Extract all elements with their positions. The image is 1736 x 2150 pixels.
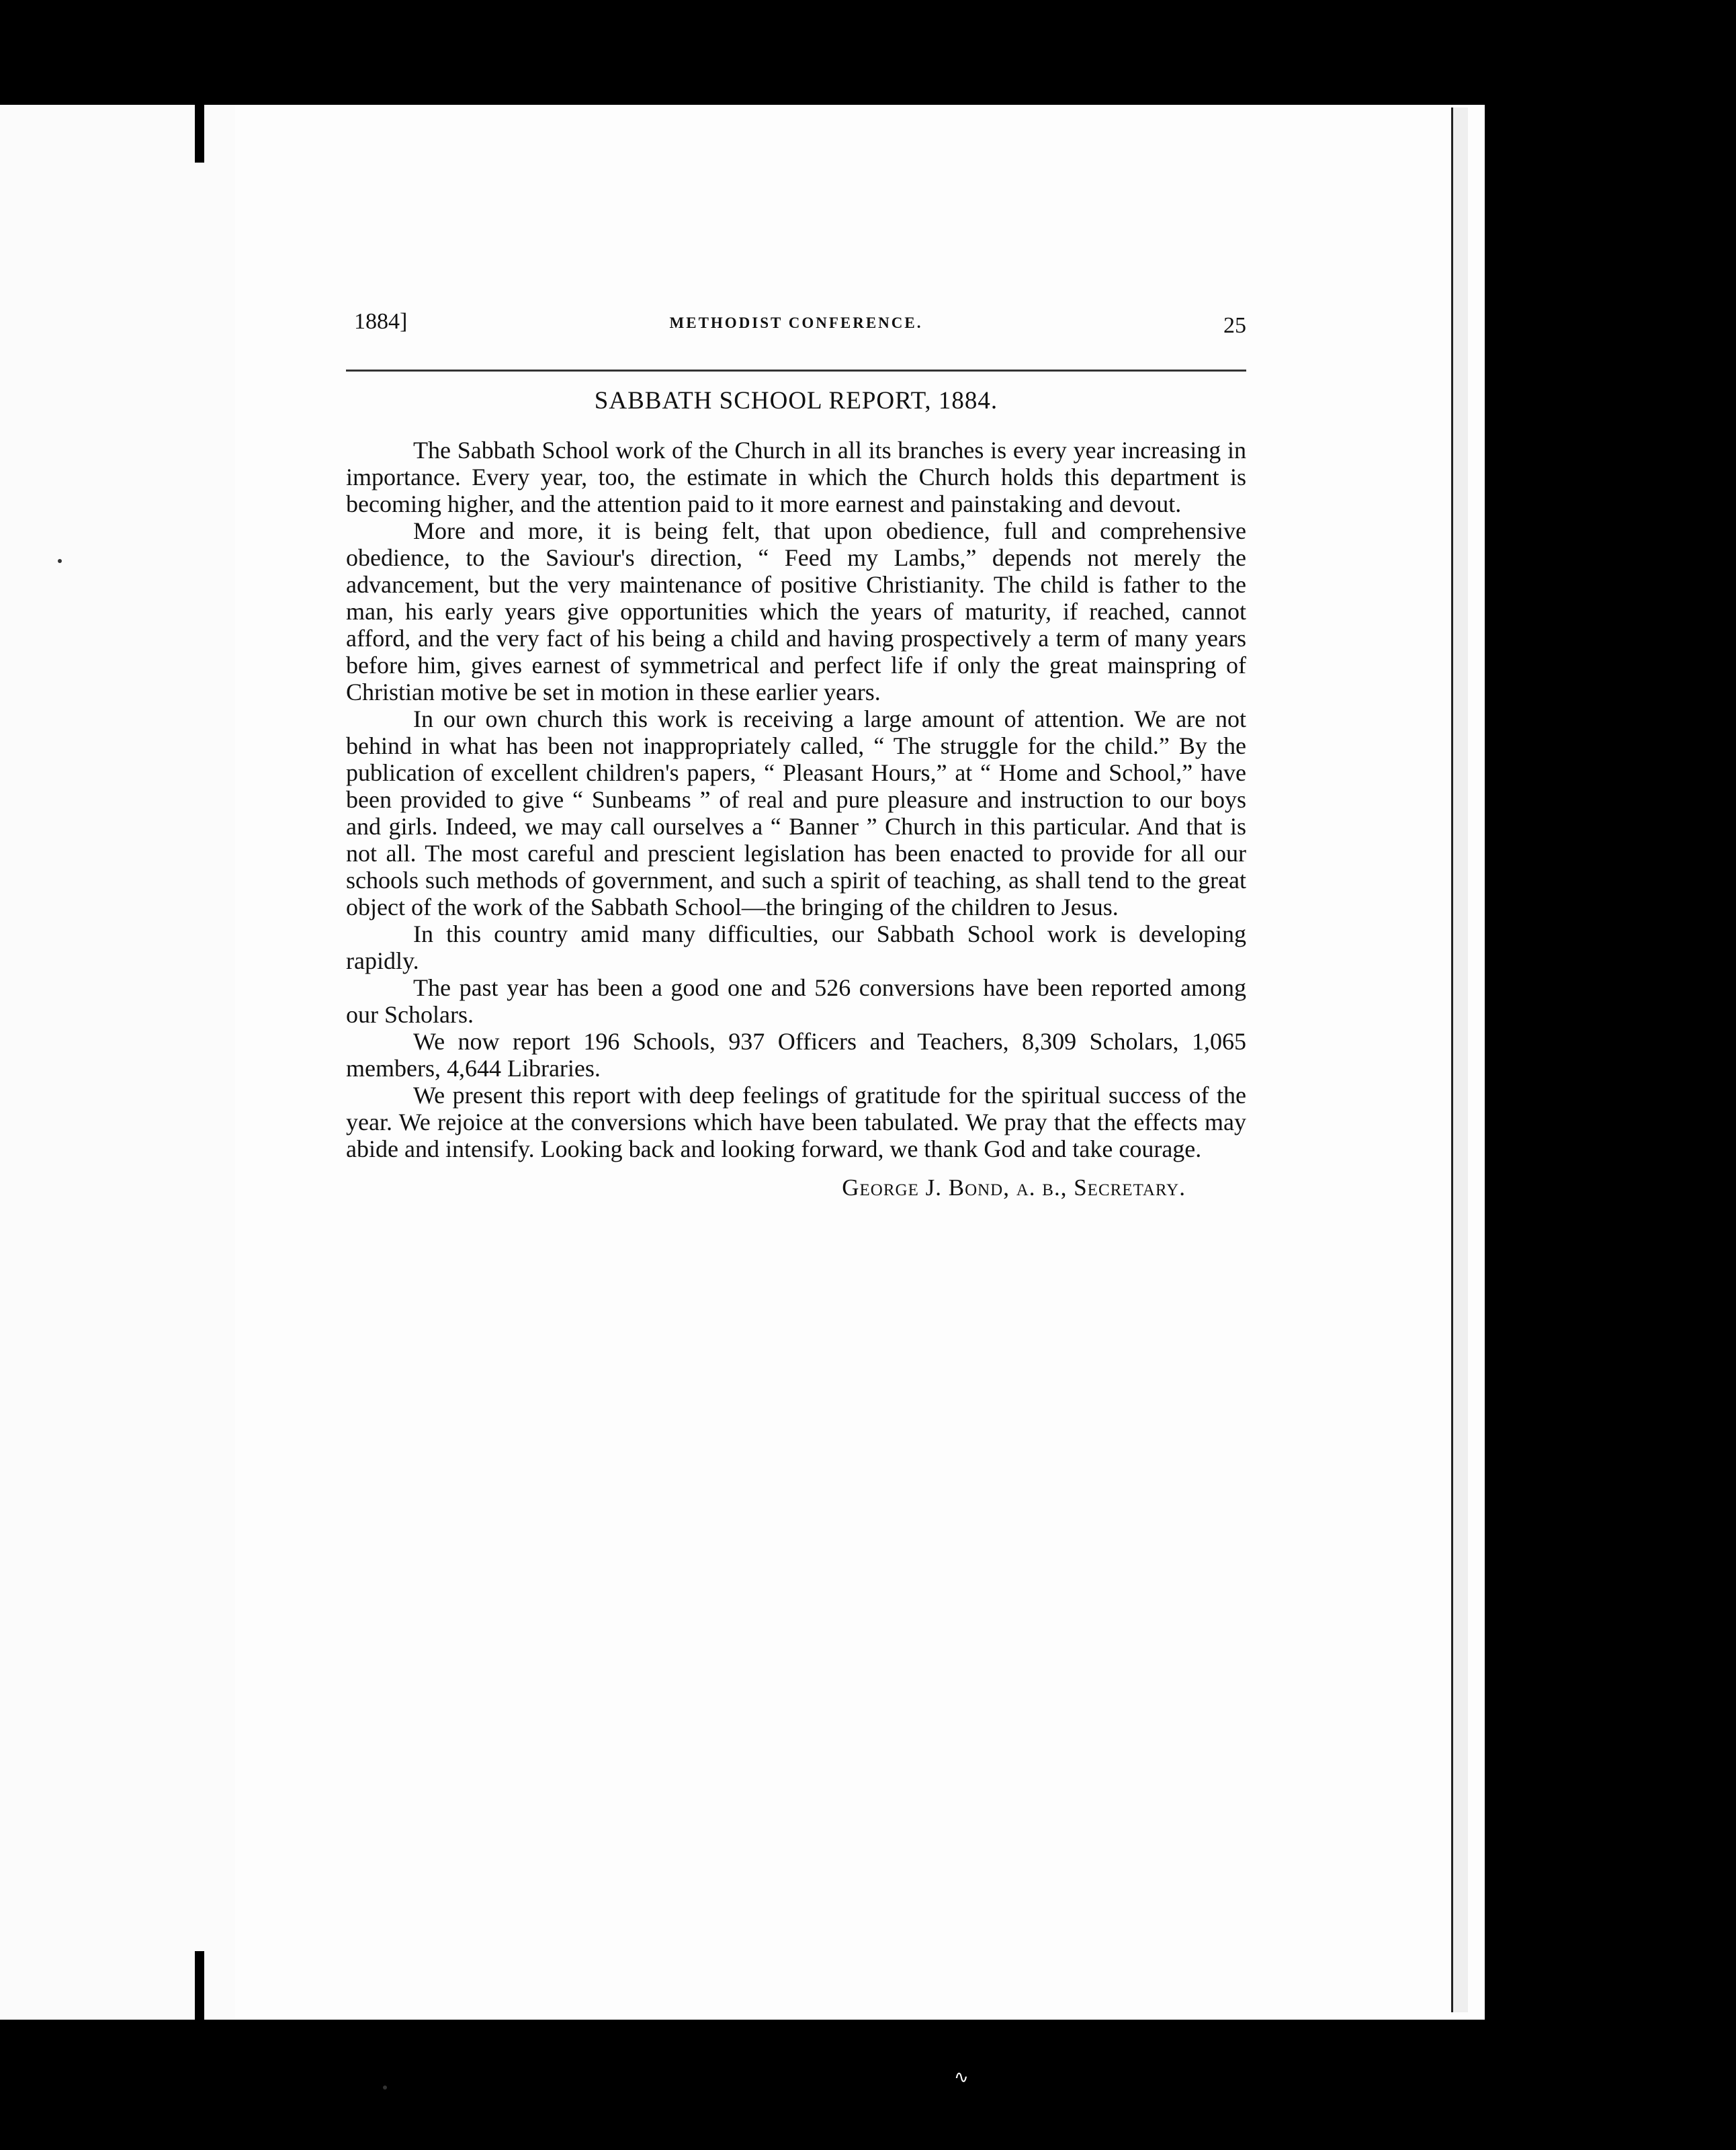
page-content [346,309,1246,1201]
page-edge [1451,108,1468,2012]
report-paragraph: We present this report with deep feelings of gratitude for the spiritual success of the year. We rejoice at the conversions which have been tabulated. We pray that the effects may abide and intensify. Looking back and looking forward, we thank God and take courage. [346,1082,1246,1162]
header-year: 1884] [354,309,408,334]
speck [383,2086,387,2090]
binding-mark-bottom [195,1951,204,2025]
report-paragraph: We now report 196 Schools, 937 Officers and Teachers, 8,309 Scholars, 1,065 members, 4,644 Libraries. [346,1028,1246,1082]
page-number: 25 [1223,313,1246,338]
binding-mark-top [195,105,204,163]
report-paragraph: The past year has been a good one and 526 conversions have been reported among our Scholars. [346,974,1246,1028]
running-title: METHODIST CONFERENCE. [669,314,923,331]
report-paragraph: In this country amid many difficulties, our Sabbath School work is developing rapidly. [346,920,1246,974]
report-paragraph: In our own church this work is receiving a large amount of attention. We are not behind in what has been not inappropriately called, “ The struggle for the child.” By the publication of excellent children's papers, “ Pleasant Hours,” at “ Home and School,” have been provided to give “ Sunbeams ” of real and pure pleasure and instruction to our boys and girls. Indeed, we may call ourselves a “ Banner ” Church in this particular. And that is not all. The most careful and prescient legislation has been enacted to provide for all our schools such methods of government, and such a spirit of teaching, as shall tend to the great object of the work of the Sabbath School—the bringing of the children to Jesus. [346,705,1246,920]
report-paragraph: The Sabbath School work of the Church in all its branches is every year increasing in importance. Every year, too, the estimate in which the Church holds this department is becoming higher, and the attention paid to it more earnest and painstaking and devout. [346,437,1246,517]
header-rule [346,370,1246,372]
running-head [346,309,1246,349]
left-page-fragment [0,105,235,2020]
speck [58,559,62,563]
signature: George J. Bond, a. b., Secretary. [842,1174,1186,1201]
scan-artifact: ∿ [954,2067,969,2088]
report-paragraph: More and more, it is being felt, that upon obedience, full and comprehensive obedience, to the Saviour's direction, “ Feed my Lambs,” depends not merely the advancement, but the very maintenance of positive Christianity. The child is father to the man, his early years give opportunities which the years of maturity, if reached, cannot afford, and the very fact of his being a child and having prospectively a term of many years before him, gives earnest of symmetrical and perfect life if only the great mainspring of Christian motive be set in motion in these earlier years. [346,517,1246,705]
report-title: SABBATH SCHOOL REPORT, 1884. [594,387,998,415]
